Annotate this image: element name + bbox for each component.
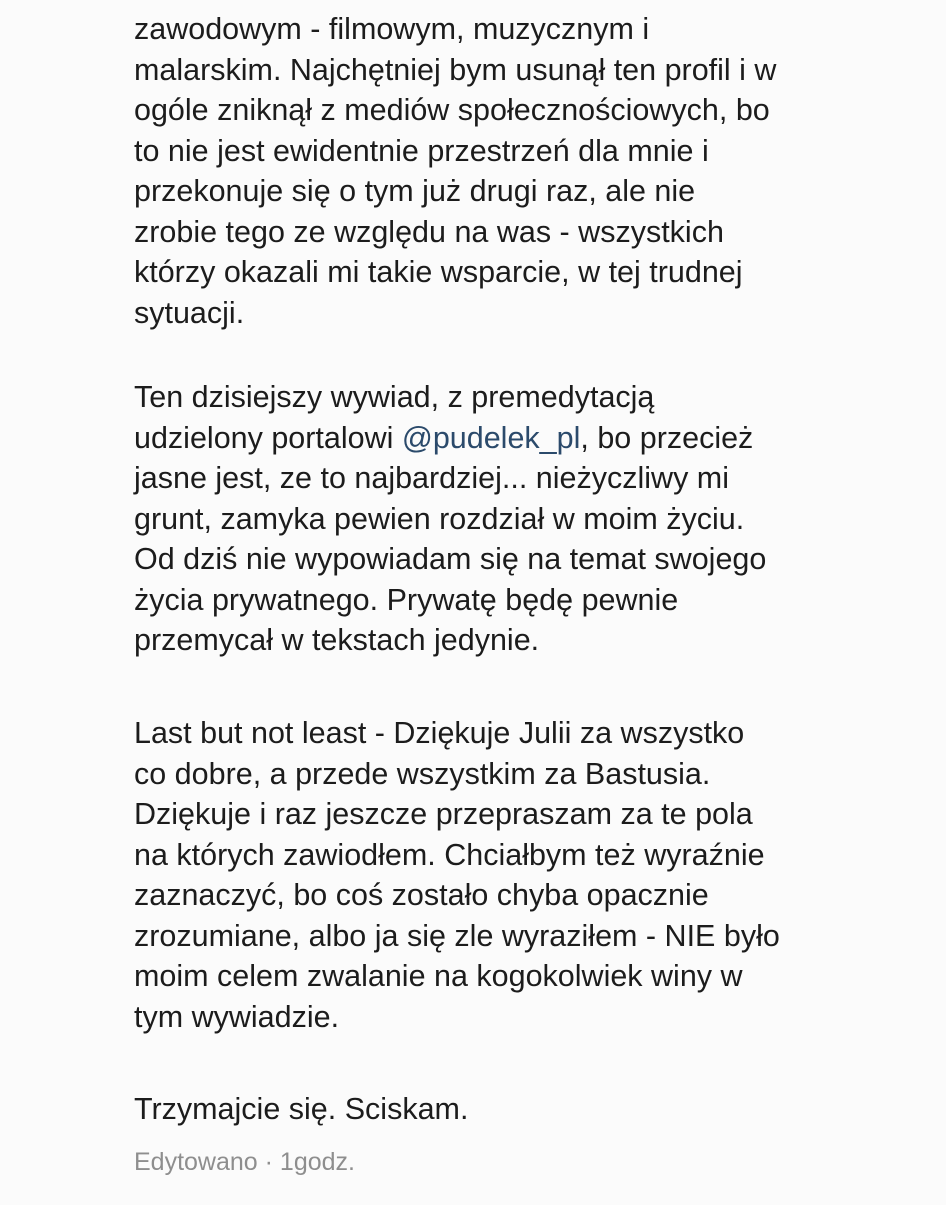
caption-paragraph-4: Trzymajcie się. Sciskam.: [134, 1092, 469, 1126]
mention-link[interactable]: @pudelek_pl: [401, 420, 581, 455]
caption-paragraph-2-text-before: Ten dzisiejszy wywiad, z premedytacją udzielony portalowi: [134, 380, 655, 455]
time-ago: 1godz.: [279, 1148, 355, 1176]
meta-separator: ·: [257, 1148, 280, 1176]
caption-paragraph-2-text-after: , bo przecież jasne jest, ze to najbardziej... nieżyczliwy mi grunt, zamyka pewien rozdział w moim życiu. Od dziś nie wypowiadam się na temat swojego życia prywatnego. Prywatę będę pewnie przemycał w tekstach jedynie.: [134, 420, 767, 657]
caption-paragraph-3: Last but not least - Dziękuje Julii za wszystko co dobre, a przede wszystkim za Bastusia. Dziękuje i raz jeszcze przepraszam za te pola na których zawiodłem. Chciałbym też wyraźnie zaznaczyć, bo coś zostało chyba opacznie zrozumiane, albo ja się zle wyraziłem - NIE było moim celem zwalanie na kogokolwiek winy w tym wywiadzie.: [134, 716, 780, 1034]
caption-paragraph-2: [134, 377, 766, 661]
post-meta: [134, 1148, 355, 1177]
caption-paragraph-1: zawodowym - filmowym, muzycznym i malarskim. Najchętniej bym usunął ten profil i w ogóle zniknął z mediów społecznościowych, bo to nie jest ewidentnie przestrzeń dla mnie i przekonuje się o tym już drugi raz, ale nie zrobie tego ze względu na was - wszystkich którzy okazali mi takie wsparcie, w tej trudnej sytuacji.: [134, 12, 777, 330]
edited-label[interactable]: Edytowano: [134, 1148, 258, 1176]
